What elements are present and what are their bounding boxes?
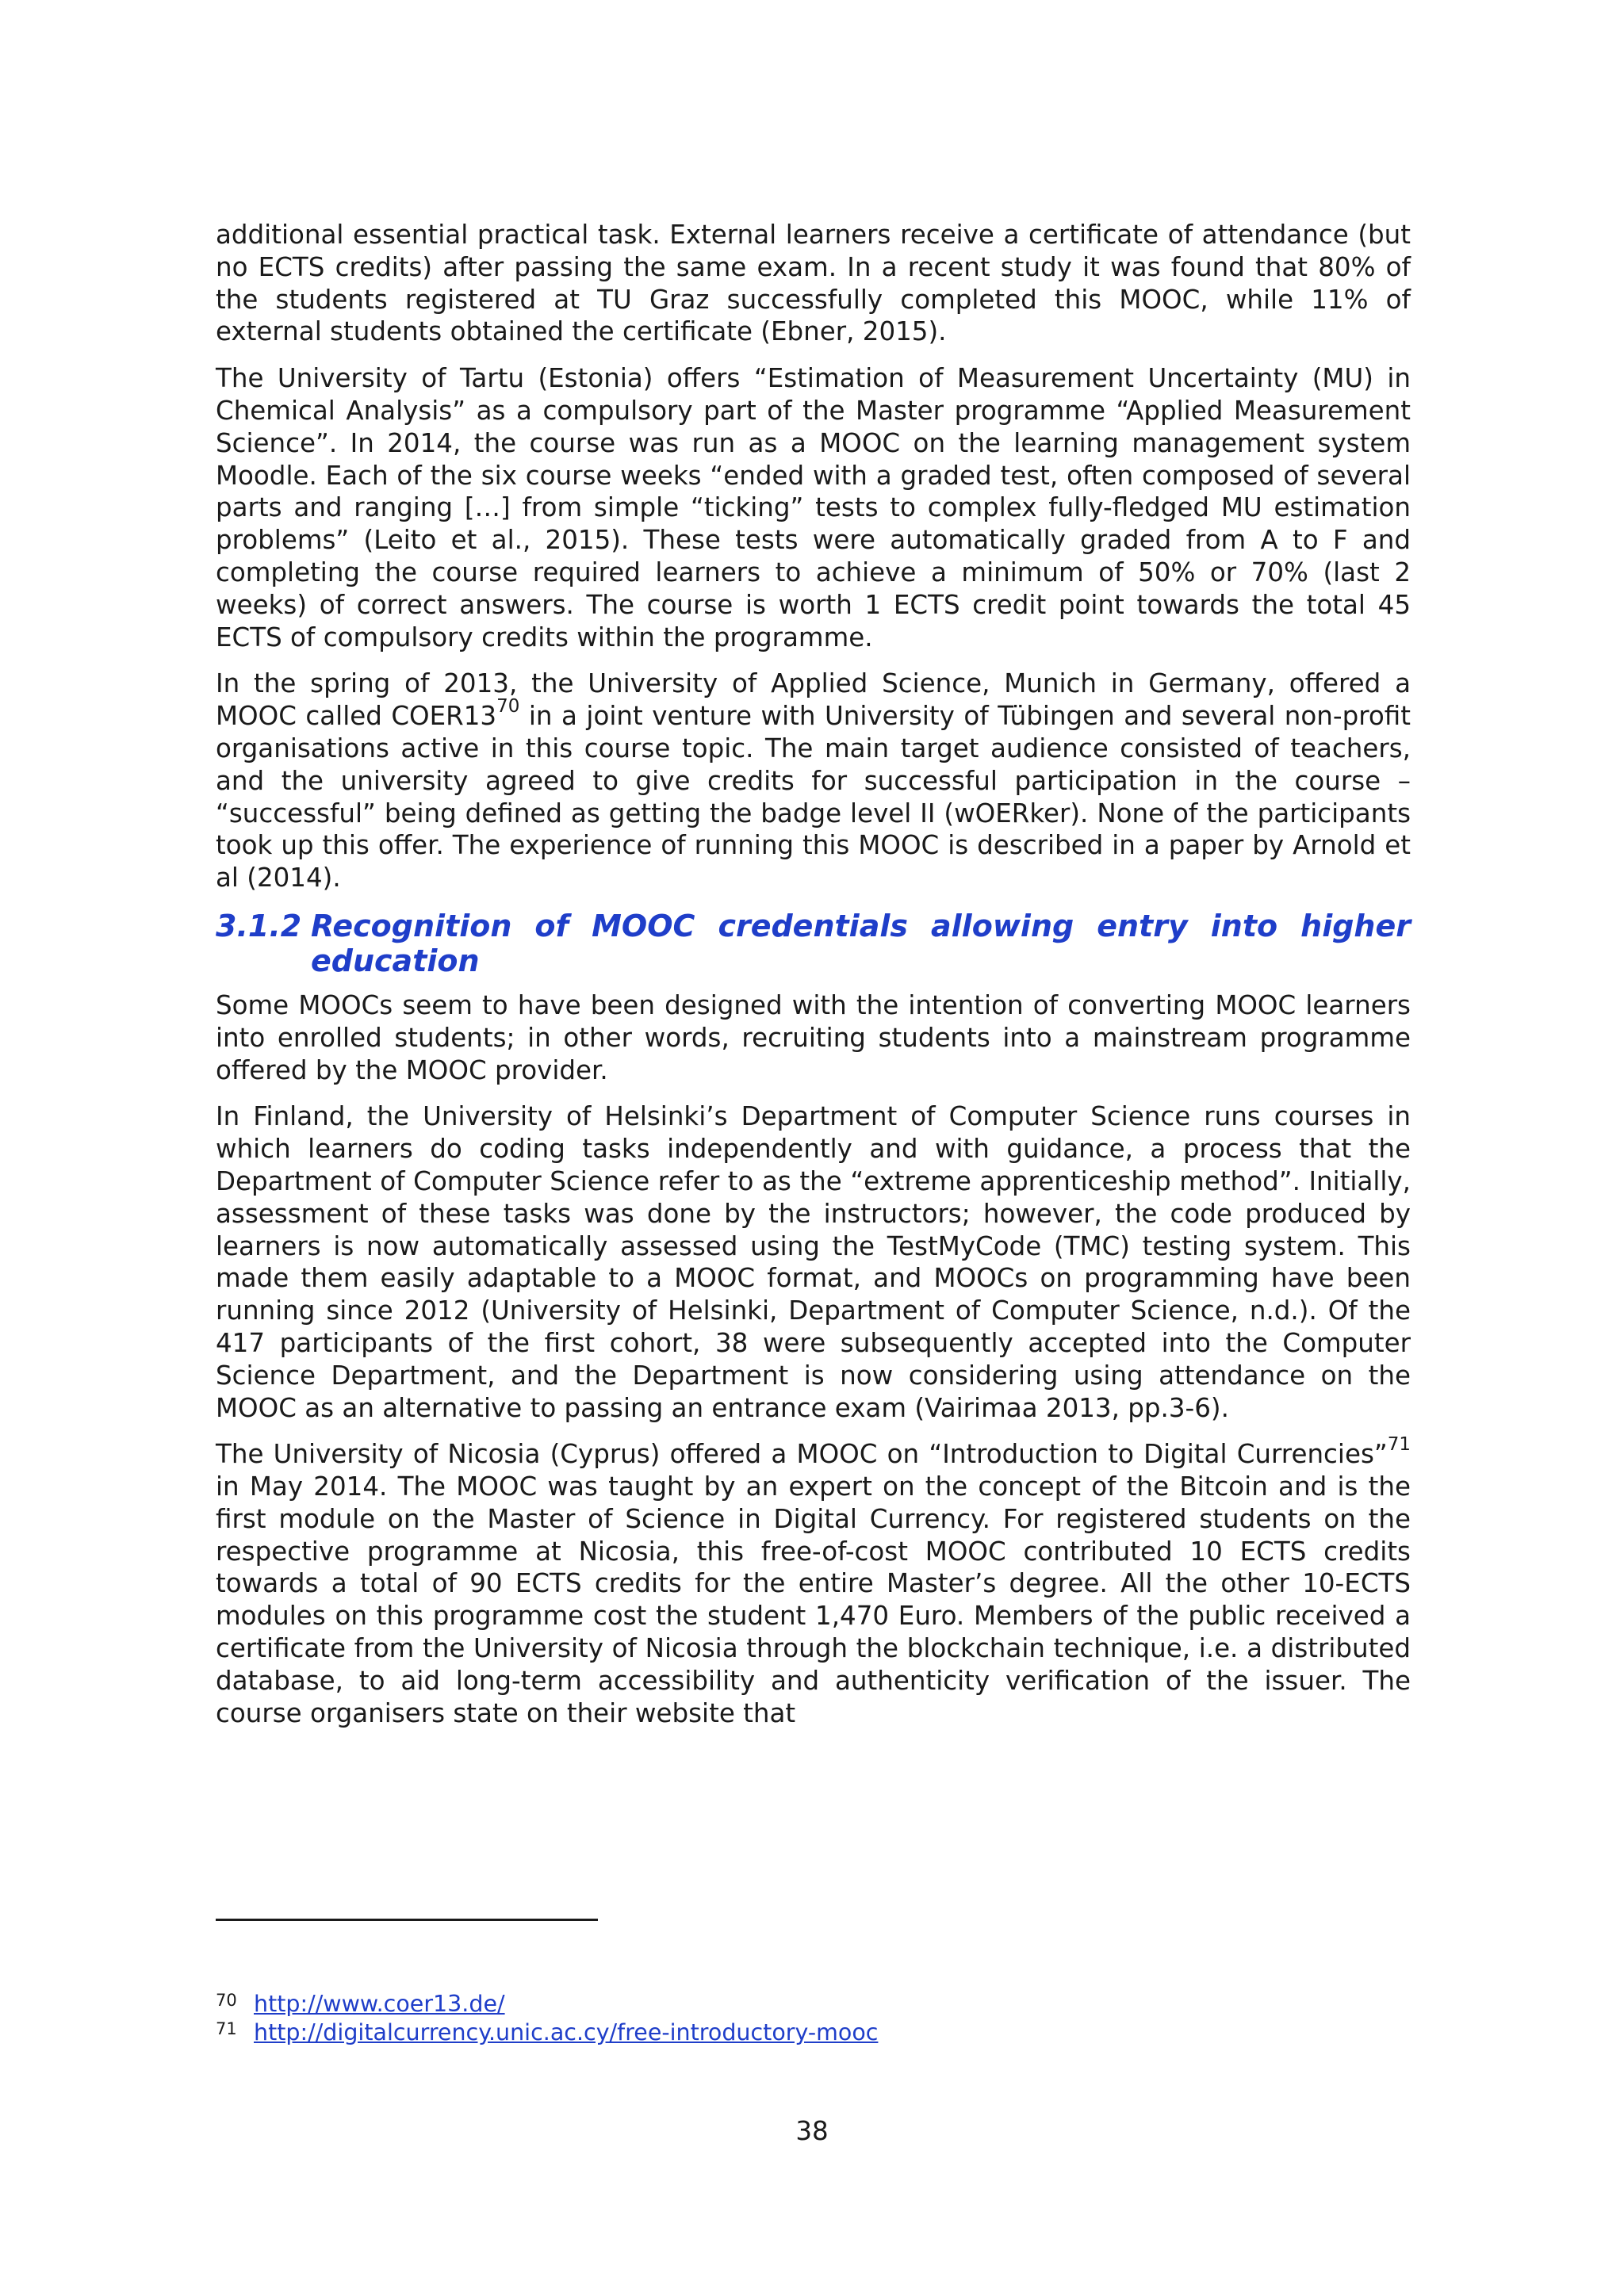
footnote-70	[216, 1990, 1411, 2019]
paragraph-munich-text-start: In the spring of 2013, the University of Applied Science, Munich in Germany, offered a MOOC called COER13	[216, 668, 1411, 732]
section-number: 3.1.2	[216, 908, 302, 943]
paragraph-nicosia	[216, 1434, 1411, 1729]
footnote-ref-71[interactable]: 71	[1387, 1434, 1411, 1456]
footnote-ref-70[interactable]: 70	[496, 696, 520, 718]
paragraph-munich-text-end: in a joint venture with University of Tübingen and several non-profit organisations active in this course topic. The main target audience consisted of teachers, and the university agreed to give credits for successful participation in the course – “successful” being defined as getting the badge level II (wOERker). None of the participants took up this offer. The experience of running this MOOC is described in a paper by Arnold et al (2014).	[216, 701, 1411, 894]
paragraph-nicosia-text-start: The University of Nicosia (Cyprus) offered a MOOC on “Introduction to Digital Currencies”	[216, 1439, 1388, 1470]
page-number: 38	[795, 2116, 829, 2146]
paragraph-munich	[216, 668, 1411, 894]
footnote-separator	[216, 1919, 598, 1921]
paragraph-tartu: The University of Tartu (Estonia) offers “Estimation of Measurement Uncertainty (MU) in Chemical Analysis” as a compulsory part of the Master programme “Applied Measurement Science”. In 2014, the course was run as a MOOC on the learning management system Moodle. Each of the six course weeks “ended with a graded test, often composed of several parts and ranging […] from simple “ticking” tests to complex fully-fledged MU estimation problems” (Leito et al., 2015). These tests were automatically graded from A to F and completing the course required learners to achieve a minimum of 50% or 70% (last 2 weeks) of correct answers. The course is worth 1 ECTS credit point towards the total 45 ECTS of compulsory credits within the programme.	[216, 363, 1411, 652]
footnote-number: 70	[216, 1991, 237, 2010]
footnote-number: 71	[216, 2019, 237, 2038]
section-title: Recognition of MOOC credentials allowing entry into higher education	[311, 908, 1411, 978]
paragraph-helsinki: In Finland, the University of Helsinki’s Department of Computer Science runs courses in which learners do coding tasks independently and with guidance, a process that the Department of Computer Science refer to as the “extreme apprenticeship method”. Initially, assessment of these tasks was done by the instructors; however, the code produced by learners is now automatically assessed using the TestMyCode (TMC) testing system. This made them easily adaptable to a MOOC format, and MOOCs on programming have been running since 2012 (University of Helsinki, Department of Computer Science, n.d.). Of the 417 participants of the first cohort, 38 were subsequently accepted into the Computer Science Department, and the Department is now considering using attendance on the MOOC as an alternative to passing an entrance exam (Vairimaa 2013, pp.3-6).	[216, 1101, 1411, 1423]
paragraph-tu-graz: additional essential practical task. External learners receive a certificate of attendance (but no ECTS credits) after passing the same exam. In a recent study it was found that 80% of the students registered at TU Graz successfully completed this MOOC, while 11% of external students obtained the certificate (Ebner, 2015).	[216, 220, 1411, 347]
main-content	[216, 219, 1411, 1743]
section-heading	[216, 909, 1411, 978]
footnote-71	[216, 2019, 1411, 2047]
footnote-link-digitalcurrency[interactable]: http://digitalcurrency.unic.ac.cy/free-introductory-mooc	[254, 2019, 879, 2045]
paragraph-nicosia-text-end: in May 2014. The MOOC was taught by an expert on the concept of the Bitcoin and is the first module on the Master of Science in Digital Currency. For registered students on the respective programme at Nicosia, this free-of-cost MOOC contributed 10 ECTS credits towards a total of 90 ECTS credits for the entire Master’s degree. All the other 10-ECTS modules on this programme cost the student 1,470 Euro. Members of the public received a certificate from the University of Nicosia through the blockchain technique, i.e. a distributed database, to aid long-term accessibility and authenticity verification of the issuer. The course organisers state on their website that	[216, 1471, 1411, 1728]
footnotes	[216, 1990, 1411, 2047]
paragraph-mooc-intent: Some MOOCs seem to have been designed with the intention of converting MOOC learners into enrolled students; in other words, recruiting students into a mainstream programme offered by the MOOC provider.	[216, 989, 1411, 1085]
footnote-link-coer13[interactable]: http://www.coer13.de/	[254, 1991, 505, 2017]
